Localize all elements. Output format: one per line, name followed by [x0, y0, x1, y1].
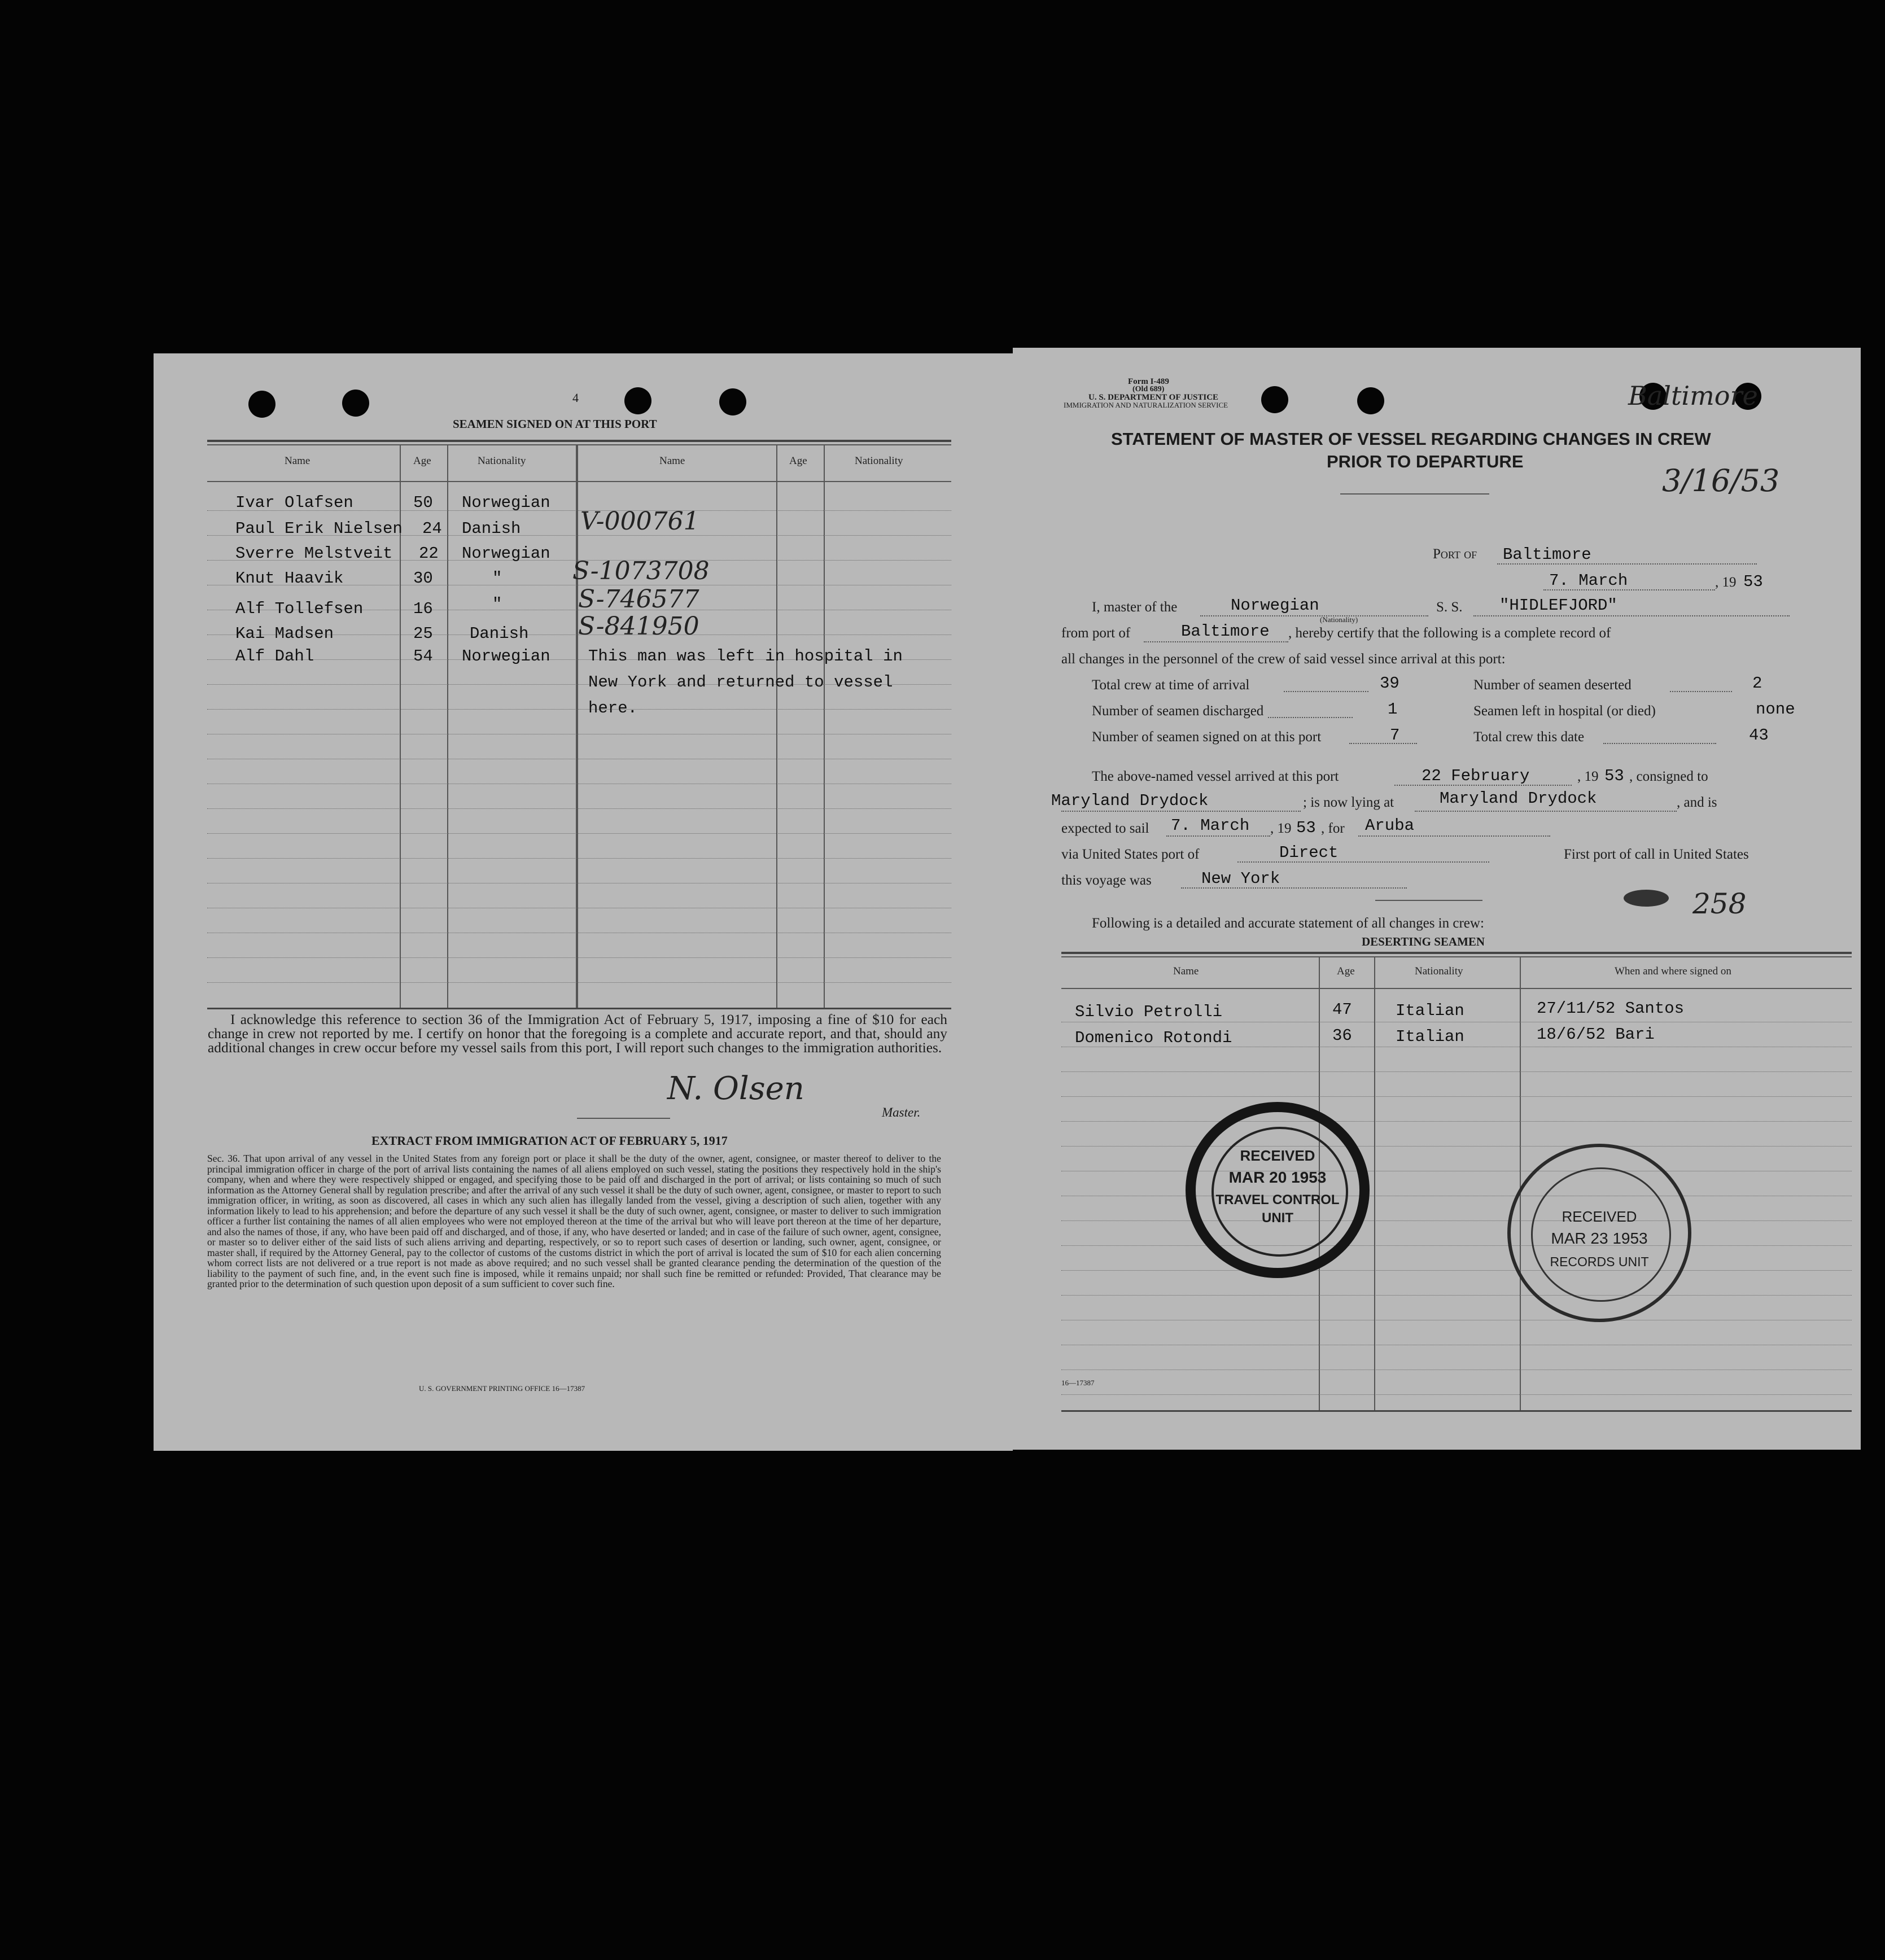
arrived-year-prefix: , 19: [1577, 769, 1599, 784]
deserter-nationality: Italian: [1396, 1001, 1464, 1020]
service: IMMIGRATION AND NATURALIZATION SERVICE: [1064, 401, 1228, 409]
extract-body: Sec. 36. That upon arrival of any vessel in the United States from any foreign port or place it shall be the duty of the owner, agent, consignee, or master thereof to deliver to the principal immigration officer in charge of the port of arrival lists containing the names of all aliens employed on such vessel, stating the positions they respectively hold in the ship's company, when and where they were respectively shipped or engaged, and specifying those to be paid off and discharged in the port of arrival; or lists containing so much of such information as the Attorney General shall by regulation prescribe; and after the arrival of any such vessel it shall be the duty of such owner, agent, consignee, or master to report to such immigration officer, in writing, as soon as discovered, all cases in which any such alien has illegally landed from the vessel, giving a description of such alien, together with any information likely to lead to his apprehension; and before the departure of any such vessel it shall be the duty of such owner, agent, consignee, or master to deliver to such immigration officer a further list containing the names of all alien employees who were not employed thereon at the time of the arrival but who will leave port thereon at the time of her departure, and also the names of those, if any, who have been paid off and discharged, and of those, if any, who have deserted or landed; and in case of the failure of such owner, agent, consignee, or master so to deliver either of the said lists of such aliens arriving and departing, respectively, or so to report such cases of desertion or landing, such owner, agent, consignee, or master shall, if required by the Attorney General, pay to the collector of customs of the customs district in which the port of arrival is located the sum of $10 for each alien concerning whom correct lists are not delivered or a true report is not made as above required; and no such vessel shall be granted clearance pending the determination of the question of the liability to the payment of such fine, and, in the event such fine is imposed, while it remains unpaid; nor shall such fine be remitted or refunded: Provided, That clearance may be granted prior to the determination of such question upon deposit of a sum sufficient to cover such fine.: [207, 1153, 941, 1289]
col-header-age: Age: [413, 455, 431, 467]
stamp-text: RECORDS UNIT: [1550, 1254, 1649, 1269]
from-port-label: from port of: [1061, 625, 1131, 641]
col-header-age: Age: [1337, 965, 1355, 977]
form-number: Form I-489: [1128, 377, 1169, 386]
row-rule: [1061, 1220, 1852, 1221]
total-date-value: 43: [1749, 726, 1769, 745]
certify-text: , hereby certify that the following is a complete record of: [1288, 625, 1611, 641]
expected-label: expected to sail: [1061, 821, 1149, 836]
deserter-age: 47: [1332, 1000, 1352, 1019]
deserted-label: Number of seamen deserted: [1473, 677, 1632, 693]
row-rule: [207, 858, 951, 859]
vessel-name: "HIDLEFJORD": [1499, 596, 1617, 615]
col-header-signed-on: When and where signed on: [1615, 965, 1731, 977]
row-rule: [1061, 1096, 1852, 1097]
col-divider: [776, 444, 777, 1008]
col-header-name: Name: [659, 455, 685, 467]
deserters-bottom-rule: [1061, 1410, 1852, 1412]
handwritten-date: 3/16/53: [1662, 463, 1780, 498]
deserter-name: Domenico Rotondi: [1075, 1029, 1232, 1047]
deserters-top-rule-thin: [1061, 956, 1852, 957]
col-header-age: Age: [789, 455, 807, 467]
date-year-prefix: , 19: [1715, 575, 1737, 590]
col-divider: [1374, 956, 1375, 1410]
from-port-value: Baltimore: [1181, 622, 1270, 641]
seaman-age: 16: [413, 600, 433, 618]
seaman-name: Alf Dahl: [235, 647, 314, 666]
deserting-title: DESERTING SEAMEN: [1362, 935, 1485, 948]
table-top-rule-thin: [207, 444, 951, 445]
following-label: Following is a detailed and accurate statement of all changes in crew:: [1092, 916, 1484, 931]
master-signature: N. Olsen: [667, 1070, 804, 1107]
left-page: [154, 353, 1013, 1451]
via-label: via United States port of: [1061, 847, 1200, 862]
seaman-name: Paul Erik Nielsen: [235, 519, 403, 538]
punch-hole: [719, 388, 746, 415]
col-header-name: Name: [1173, 965, 1199, 977]
date-value: 7. March: [1549, 571, 1628, 590]
consignee-blank: [1061, 811, 1301, 812]
seaman-nationality: ": [492, 595, 502, 614]
voyage-label: this voyage was: [1061, 873, 1152, 888]
total-arrival-value: 39: [1380, 674, 1399, 693]
seaman-age: 50: [413, 493, 433, 512]
seaman-age: 54: [413, 647, 433, 666]
col-header-name: Name: [285, 455, 310, 467]
scribble: [1624, 890, 1669, 907]
master-label: I, master of the: [1092, 600, 1178, 615]
title-underline: [1340, 493, 1489, 495]
consigned-label: , consigned to: [1629, 769, 1708, 784]
stamp-text: TRAVEL CONTROL: [1215, 1192, 1340, 1208]
punch-hole: [1261, 386, 1288, 413]
remark-line: here.: [588, 699, 638, 718]
col-divider: [576, 444, 578, 1008]
lying-label: ; is now lying at: [1303, 795, 1394, 810]
stat-leader: [1268, 717, 1353, 718]
ss-label: S. S.: [1436, 600, 1463, 615]
remark-line: New York and returned to vessel: [588, 673, 893, 692]
received-stamp-records: [1507, 1144, 1691, 1322]
handwritten-id: V-000761: [580, 507, 699, 536]
stamp-text: RECEIVED: [1240, 1147, 1315, 1164]
deserted-value: 2: [1752, 674, 1762, 693]
row-rule: [1061, 1245, 1852, 1246]
discharged-value: 1: [1388, 700, 1398, 719]
row-rule: [1061, 1071, 1852, 1072]
arrived-year: 53: [1604, 767, 1624, 785]
extract-title: EXTRACT FROM IMMIGRATION ACT OF FEBRUARY 5, 1917: [371, 1134, 728, 1148]
stamp-text: MAR 20 1953: [1228, 1169, 1327, 1186]
seaman-name: Alf Tollefsen: [235, 600, 364, 618]
nationality-caption: (Nationality): [1320, 615, 1358, 624]
handwritten-id: S-1073708: [572, 557, 710, 585]
deserter-signed-on: 18/6/52 Bari: [1537, 1025, 1655, 1044]
col-header-nationality: Nationality: [855, 455, 903, 467]
lying-at: Maryland Drydock: [1440, 789, 1597, 808]
certify-text-2: all changes in the personnel of the crew of said vessel since arrival at this port:: [1061, 651, 1506, 667]
date-year: 53: [1743, 572, 1763, 591]
seaman-nationality: Norwegian: [462, 493, 550, 512]
deserters-top-rule: [1061, 952, 1852, 954]
via-blank: [1237, 861, 1489, 863]
form-old: (Old 689): [1132, 385, 1165, 393]
seaman-age: 25: [413, 624, 433, 643]
row-rule: [207, 957, 951, 958]
sail-year-prefix: , 19: [1270, 821, 1292, 836]
page-number: 4: [572, 391, 579, 405]
stat-leader: [1670, 691, 1732, 692]
right-page: [1013, 348, 1861, 1450]
row-rule: [207, 982, 951, 983]
row-rule: [1061, 1121, 1852, 1122]
acknowledgement-text: I acknowledge this reference to section 36 of the Immigration Act of February 5, 1917, imposing a fine of $10 for each change in crew not reported by me. I certify on honor that the foregoing is a complete and accurate report, and that, should any additional changes in crew occur before my vessel sails from this port, I will report such changes to the immigration authorities.: [208, 1012, 947, 1056]
via-port: Direct: [1279, 843, 1339, 862]
signed-on-value: 7: [1390, 726, 1400, 745]
table-top-rule: [207, 440, 951, 442]
from-port-blank: [1144, 641, 1288, 642]
short-rule: [1375, 900, 1482, 901]
punch-hole: [624, 387, 651, 414]
destination: Aruba: [1365, 816, 1415, 835]
seaman-name: Sverre Melstveit: [235, 544, 393, 563]
seaman-nationality: Norwegian: [462, 544, 550, 563]
arrived-label: The above-named vessel arrived at this port: [1092, 769, 1339, 784]
table-bottom-rule: [207, 1008, 951, 1009]
total-arrival-label: Total crew at time of arrival: [1092, 677, 1250, 693]
row-rule: [207, 808, 951, 809]
handwritten-city: Baltimore: [1628, 380, 1758, 411]
total-date-label: Total crew this date: [1473, 729, 1585, 745]
sail-year: 53: [1296, 819, 1316, 837]
seaman-name: Ivar Olafsen: [235, 493, 353, 512]
for-label: , for: [1321, 821, 1345, 836]
deserter-age: 36: [1332, 1026, 1352, 1045]
seaman-age: 24: [422, 519, 442, 538]
col-divider: [447, 444, 448, 1008]
row-rule: [1061, 1146, 1852, 1147]
deserter-signed-on: 27/11/52 Santos: [1537, 999, 1685, 1018]
seaman-nationality: ": [492, 569, 502, 588]
seaman-nationality: Norwegian: [462, 647, 550, 666]
col-header-nationality: Nationality: [478, 455, 526, 467]
port-label: Port of: [1433, 546, 1477, 562]
seaman-name: Knut Haavik: [235, 569, 344, 588]
consignee: Maryland Drydock: [1051, 791, 1209, 810]
sail-date: 7. March: [1171, 816, 1250, 835]
hospital-value: none: [1756, 700, 1795, 719]
punch-hole: [342, 390, 369, 417]
nationality-blank: [1200, 615, 1428, 616]
deserters-header-rule: [1061, 988, 1852, 989]
row-rule: [1061, 1295, 1852, 1296]
stamp-text: RECEIVED: [1562, 1208, 1637, 1225]
first-port-label: First port of call in United States: [1564, 847, 1749, 862]
stat-leader: [1603, 743, 1716, 744]
printer-note: U. S. GOVERNMENT PRINTING OFFICE 16—17387: [419, 1384, 585, 1393]
arrived-date: 22 February: [1422, 767, 1530, 785]
stat-leader: [1349, 743, 1417, 744]
col-divider: [1520, 956, 1521, 1410]
signature-line: [577, 1118, 670, 1119]
remark-line: This man was left in hospital in: [588, 647, 903, 666]
discharged-label: Number of seamen discharged: [1092, 703, 1264, 719]
and-is: , and is: [1677, 795, 1717, 810]
signed-on-label: Number of seamen signed on at this port: [1092, 729, 1322, 745]
row-rule: [1061, 1270, 1852, 1271]
seaman-nationality: Danish: [470, 624, 529, 643]
form-subtitle: PRIOR TO DEPARTURE: [1327, 452, 1524, 471]
stamp-text: MAR 23 1953: [1551, 1230, 1648, 1247]
deserter-nationality: Italian: [1396, 1027, 1464, 1046]
row-rule: [207, 709, 951, 710]
col-header-nationality: Nationality: [1415, 965, 1463, 977]
port-value: Baltimore: [1503, 545, 1591, 564]
punch-hole: [248, 391, 275, 418]
punch-hole: [1357, 387, 1384, 414]
footer-code: 16—17387: [1061, 1379, 1095, 1387]
signature-role: Master.: [882, 1105, 921, 1119]
vessel-blank: [1473, 615, 1790, 616]
handwritten-number: 258: [1692, 887, 1747, 920]
destination-blank: [1358, 835, 1550, 837]
seaman-nationality: Danish: [462, 519, 521, 538]
handwritten-id: S-841950: [578, 612, 699, 641]
stamp-inner-ring: [1212, 1127, 1348, 1257]
department: U. S. DEPARTMENT OF JUSTICE: [1088, 393, 1219, 402]
deserter-name: Silvio Petrolli: [1075, 1003, 1223, 1021]
first-port: New York: [1201, 869, 1280, 888]
row-rule: [1061, 1394, 1852, 1395]
row-rule: [207, 833, 951, 834]
table-header-rule: [207, 481, 951, 482]
sail-blank: [1166, 835, 1270, 837]
col-divider: [824, 444, 825, 1008]
stamp-text: UNIT: [1262, 1210, 1293, 1226]
stat-leader: [1284, 691, 1368, 692]
seaman-age: 30: [413, 569, 433, 588]
received-stamp-travel-control: [1186, 1102, 1370, 1278]
section-title: SEAMEN SIGNED ON AT THIS PORT: [453, 417, 657, 431]
seaman-name: Kai Madsen: [235, 624, 334, 643]
form-title: STATEMENT OF MASTER OF VESSEL REGARDING CHANGES IN CREW: [1111, 429, 1711, 449]
hospital-label: Seamen left in hospital (or died): [1473, 703, 1656, 719]
handwritten-id: S-746577: [578, 585, 699, 614]
lying-blank: [1415, 811, 1677, 812]
seaman-age: 22: [419, 544, 439, 563]
nationality-value: Norwegian: [1231, 596, 1319, 615]
